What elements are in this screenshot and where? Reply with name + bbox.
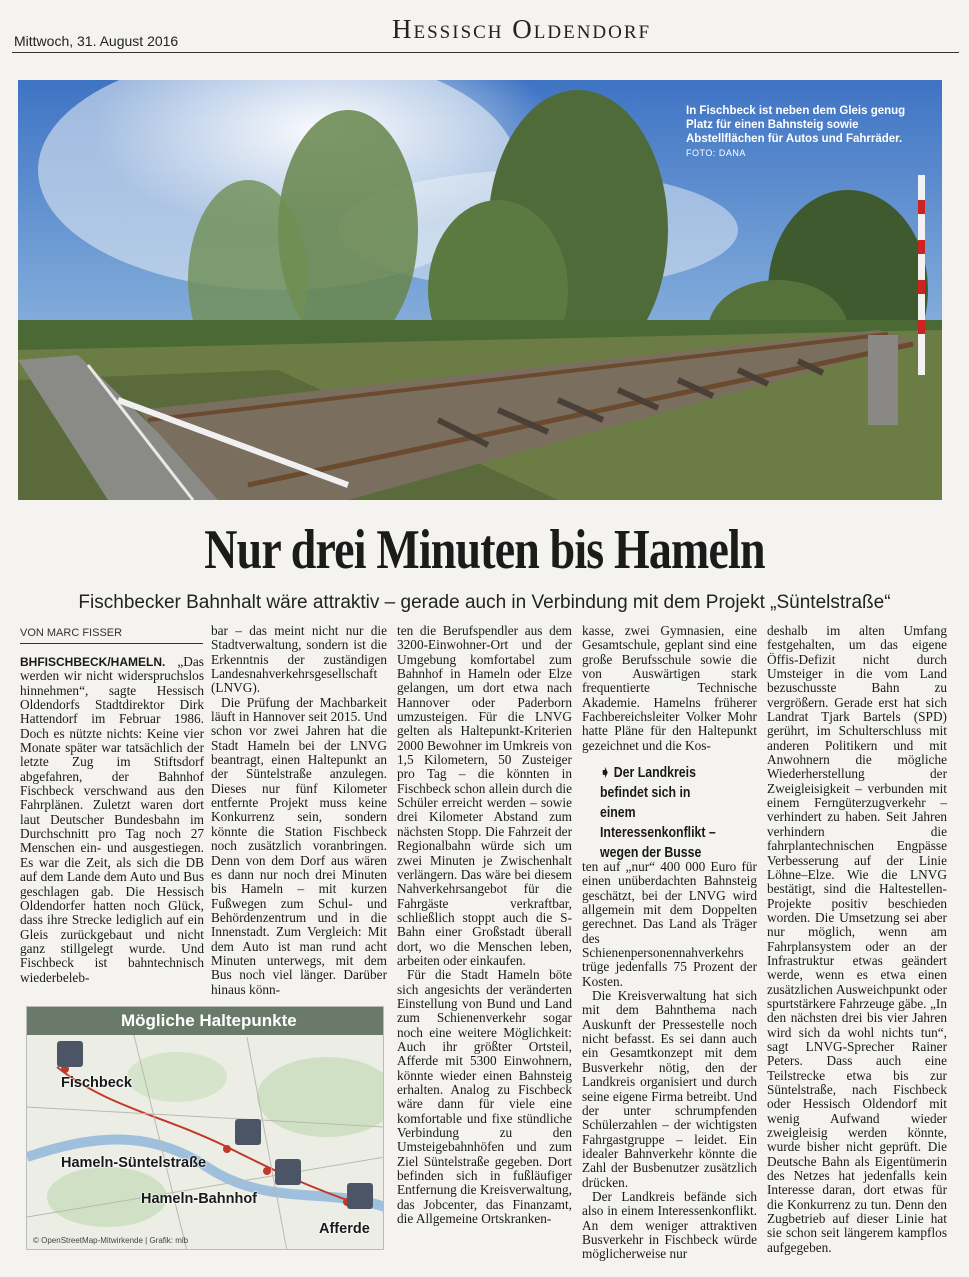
train-station-icon <box>235 1119 261 1145</box>
column-2-paragraph-2: Die Prüfung der Machbarkeit läuft in Hannover seit 2015. Und schon vor zwei Jahren hat die Stadt Hameln bei der LNVG beantragt, einen Haltepunkt an der Süntelstraße anzulegen. Dieses nur fünf Kilometer entfernte Projekt muss keine Konkurrenz sein, sondern könnte die Station Fischbeck noch zusätzlich voranbringen. Denn von dem Dorf aus wären es dann nur noch drei Minuten bis Hameln – mit kurzen Fußwegen zum Schul- und Behördenzentrum und in die Innenstadt. Zum Vergleich: Mit dem Auto ist man rund acht Minuten unterwegs, mit dem Bus noch viel länger. Darüber hinaus könn- <box>211 694 387 997</box>
article-subheadline: Fischbecker Bahnhalt wäre attraktiv – gerade auch in Verbindung mit dem Projekt „Süntelstraße“ <box>78 592 891 613</box>
column-2-paragraph-1: bar – das meint nicht nur die Stadtverwaltung, sondern ist die Erkenntnis der zuständigen Landesnahverkehrsgesellschaft (LNVG). <box>211 623 387 696</box>
arrow-right-icon: ➧ <box>600 765 611 781</box>
byline-divider <box>20 643 203 644</box>
article-column-2 <box>211 624 387 997</box>
train-station-icon <box>347 1183 373 1209</box>
article-column-4-top <box>582 624 757 753</box>
station-label-fischbeck: Fischbeck <box>61 1075 132 1091</box>
map-title: Mögliche Haltepunkte <box>27 1007 383 1035</box>
column-4-paragraph-3: Die Kreisverwaltung hat sich mit dem Bahnthema nach Auskunft der Pressestelle noch nicht befasst. Es sei dann auch ein Gesamtkonzept mit dem Busverkehr nötig, den der Landkreis organisiert und durch seine eigene Firma betreibt. Und der unter schrumpfenden Schülerzahlen – der wichtigsten Fahrgastgruppe – leidet. Ein idealer Bahnverkehr könnte die Zahl der Busbenutzer zusätzlich drücken. <box>582 988 757 1190</box>
article-column-3 <box>397 624 572 1226</box>
column-4-paragraph-1: kasse, zwei Gymnasien, eine Gesamtschule, geplant sind eine große Berufsschule sowie die von Auswärtigen stark frequentierte Technische Akademie. Hamelns früherer Fachbereichsleiter Volker Mohr hatte Pläne für den Haltepunkt gezeichnet und die Kos- <box>582 623 757 753</box>
section-title: Hessisch Oldendorf <box>392 14 652 44</box>
station-label-bahnhof: Hameln-Bahnhof <box>141 1191 257 1207</box>
photo-caption <box>686 104 920 160</box>
issue-date: Mittwoch, 31. August 2016 <box>14 33 179 49</box>
column-4-paragraph-4: Der Landkreis befände sich also in einem Interessenkonflikt. An dem weniger attraktiven Busverkehr in Fischbeck würde möglicherweise nur <box>582 1188 757 1262</box>
header-divider <box>12 52 959 53</box>
train-station-icon <box>57 1041 83 1067</box>
photo-credit: FOTO: DANA <box>686 148 746 158</box>
column-3-paragraph-2: Für die Stadt Hameln böte sich angesichts der veränderten Einstellung von Bund und Land zum Schienenverkehr sogar noch eine weitere Möglichkeit: Auch ihr größter Ortsteil, Afferde mit 5300 Einwohnern, könnte wieder einen Bahnsteig erhalten. Analog zu Fischbeck wäre dann für viele eine komfortable und fixe stündliche Verbindung zu den Umsteigebahnhöfen und zum Ziel Süntelstraße gegeben. Dort befinden sich in fußläufiger Entfernung die Kreisverwaltung, das Jobcenter, das Finanzamt, die Allgemeine Ortskranken- <box>397 967 572 1227</box>
article-column-1 <box>20 655 204 985</box>
map-credit: © OpenStreetMap-Mitwirkende | Grafik: mib <box>33 1236 189 1245</box>
pull-quote-text: Der Landkreis befindet sich in einem Interessenkonflikt – wegen der Busse <box>600 765 716 861</box>
article-column-4-bottom <box>582 860 757 1262</box>
byline: VON MARC FISSER <box>20 627 123 639</box>
caption-text: In Fischbeck ist neben dem Gleis genug Platz für einen Bahnsteig sowie Abstellflächen für Autos und Fahrräder. <box>686 105 906 145</box>
article-headline: Nur drei Minuten bis Hameln <box>204 519 765 581</box>
column-1-text: „Das werden wir nicht widerspruchslos hinnehmen“, sagte Hessisch Oldendorfs Stadtdirektor Dirk Hattendorf im Februar 1986. Doch es nützte nichts: Keine vier Monate später war tatsächlich der letzte Zug im Stiftsdorf abgefahren, der Bahnhof Fischbeck verschwand aus den Fahrplänen. Zuletzt waren dort laut Deutscher Bundesbahn im Durchschnitt pro Tag noch 27 Menschen ein- und ausgestiegen. Es war die Zeit, als sich die DB auf dem Lande dem Auto und Bus geschlagen gab. Die Hessisch Oldendorfer hatten noch Glück, dass ihre Strecke lediglich auf ein Gleis zurückgebaut und nicht ganz stillgelegt wurde. Und Fischbeck ist bahntechnisch wiederbeleb- <box>20 654 204 985</box>
article-column-5 <box>767 624 947 1255</box>
station-label-suentelstrasse: Hameln-Süntelstraße <box>61 1155 207 1171</box>
stations-map <box>26 1006 384 1250</box>
train-station-icon <box>275 1159 301 1185</box>
column-4-paragraph-2: ten auf „nur“ 400 000 Euro für einen unüberdachten Bahnsteig geschätzt, bei der LNVG wird allgemein mit dem Doppelten gerechnet. Das Land als Träger des Schienenpersonennahverkehrs trüge jedenfalls 75 Prozent der Kosten. <box>582 859 757 989</box>
column-3-paragraph-1: ten die Berufspendler aus dem 3200-Einwohner-Ort und der Umgebung komfortabel zum Bahnhof in Hameln oder Elze gelangen, um dort etwa nach Hannover oder Paderborn umzusteigen. Für die LNVG gelten als Haltepunkt-Kriterien 2000 Bewohner im Umkreis von 1,5 Kilometern, 50 Zusteiger pro Tag – die könnten in Fischbeck schon allein durch die Schüler erreicht werden – sowie drei Kilometer Abstand zum nächsten Stopp. Die Fahrzeit der Regionalbahn würde sich um zwei Minuten je Zwischenhalt verlängern. Das wäre bei diesem Nahverkehrsangebot für die Fahrgäste verkraftbar, schließlich stoppt auch die S-Bahn einer Großstadt überall dort, wo die Menschen leben, arbeiten oder einkaufen. <box>397 623 572 968</box>
column-5-text: deshalb im alten Umfang festgehalten, um das eigene Öffis-Defizit nicht durch Umsteiger in die vom Land bezuschusste Bahn zu vergrößern. Gerade erst hat sich Landrat Tjark Bartels (SPD) gerührt, im Schulterschluss mit anderen Politikern und mit Anwohnern die mögliche Wiederherstellung der Zweigleisigkeit – verbunden mit einem Ferngüterzugverkehr – verhindert zu haben. Seit Jahren verhindern die fahrplantechnischen Engpässe Verbesserung auf der Linie Löhne–Elze. Wie die LNVG bestätigt, sind die Haltestellen-Projekte positiv beschieden worden. Die Umsetzung sei aber nur möglich, wenn am Fahrplansystem oder an der Infrastruktur etwas geändert werde, wenn es etwa einen zusätzlichen Ausweichpunkt oder spurtstärkere Fahrzeuge gäbe. „In den nächsten drei bis vier Jahren wird sich da wohl nichts tun“, sagt LNVG-Sprecher Rainer Peters. Dass auch eine Teilstrecke etwa bis zur Süntelstraße, nach Fischbeck oder Hessisch Oldendorf mit wenig Aufwand wieder zweigleisig werden könnte, wurde bisher nicht geprüft. Die Deutsche Bahn als Eigentümerin des Netzes hat jedenfalls kein Interesse daran, dort etwas für die Konkurrenz zu tun. Denn den Zugbetrieb auf dieser Linie hat sie schon seit längerem kampflos aufgegeben. <box>767 623 947 1255</box>
dateline: BHFISCHBECK/HAMELN. <box>20 655 166 669</box>
article-photo <box>18 80 942 500</box>
station-label-afferde: Afferde <box>319 1221 370 1237</box>
pull-quote <box>600 763 728 863</box>
